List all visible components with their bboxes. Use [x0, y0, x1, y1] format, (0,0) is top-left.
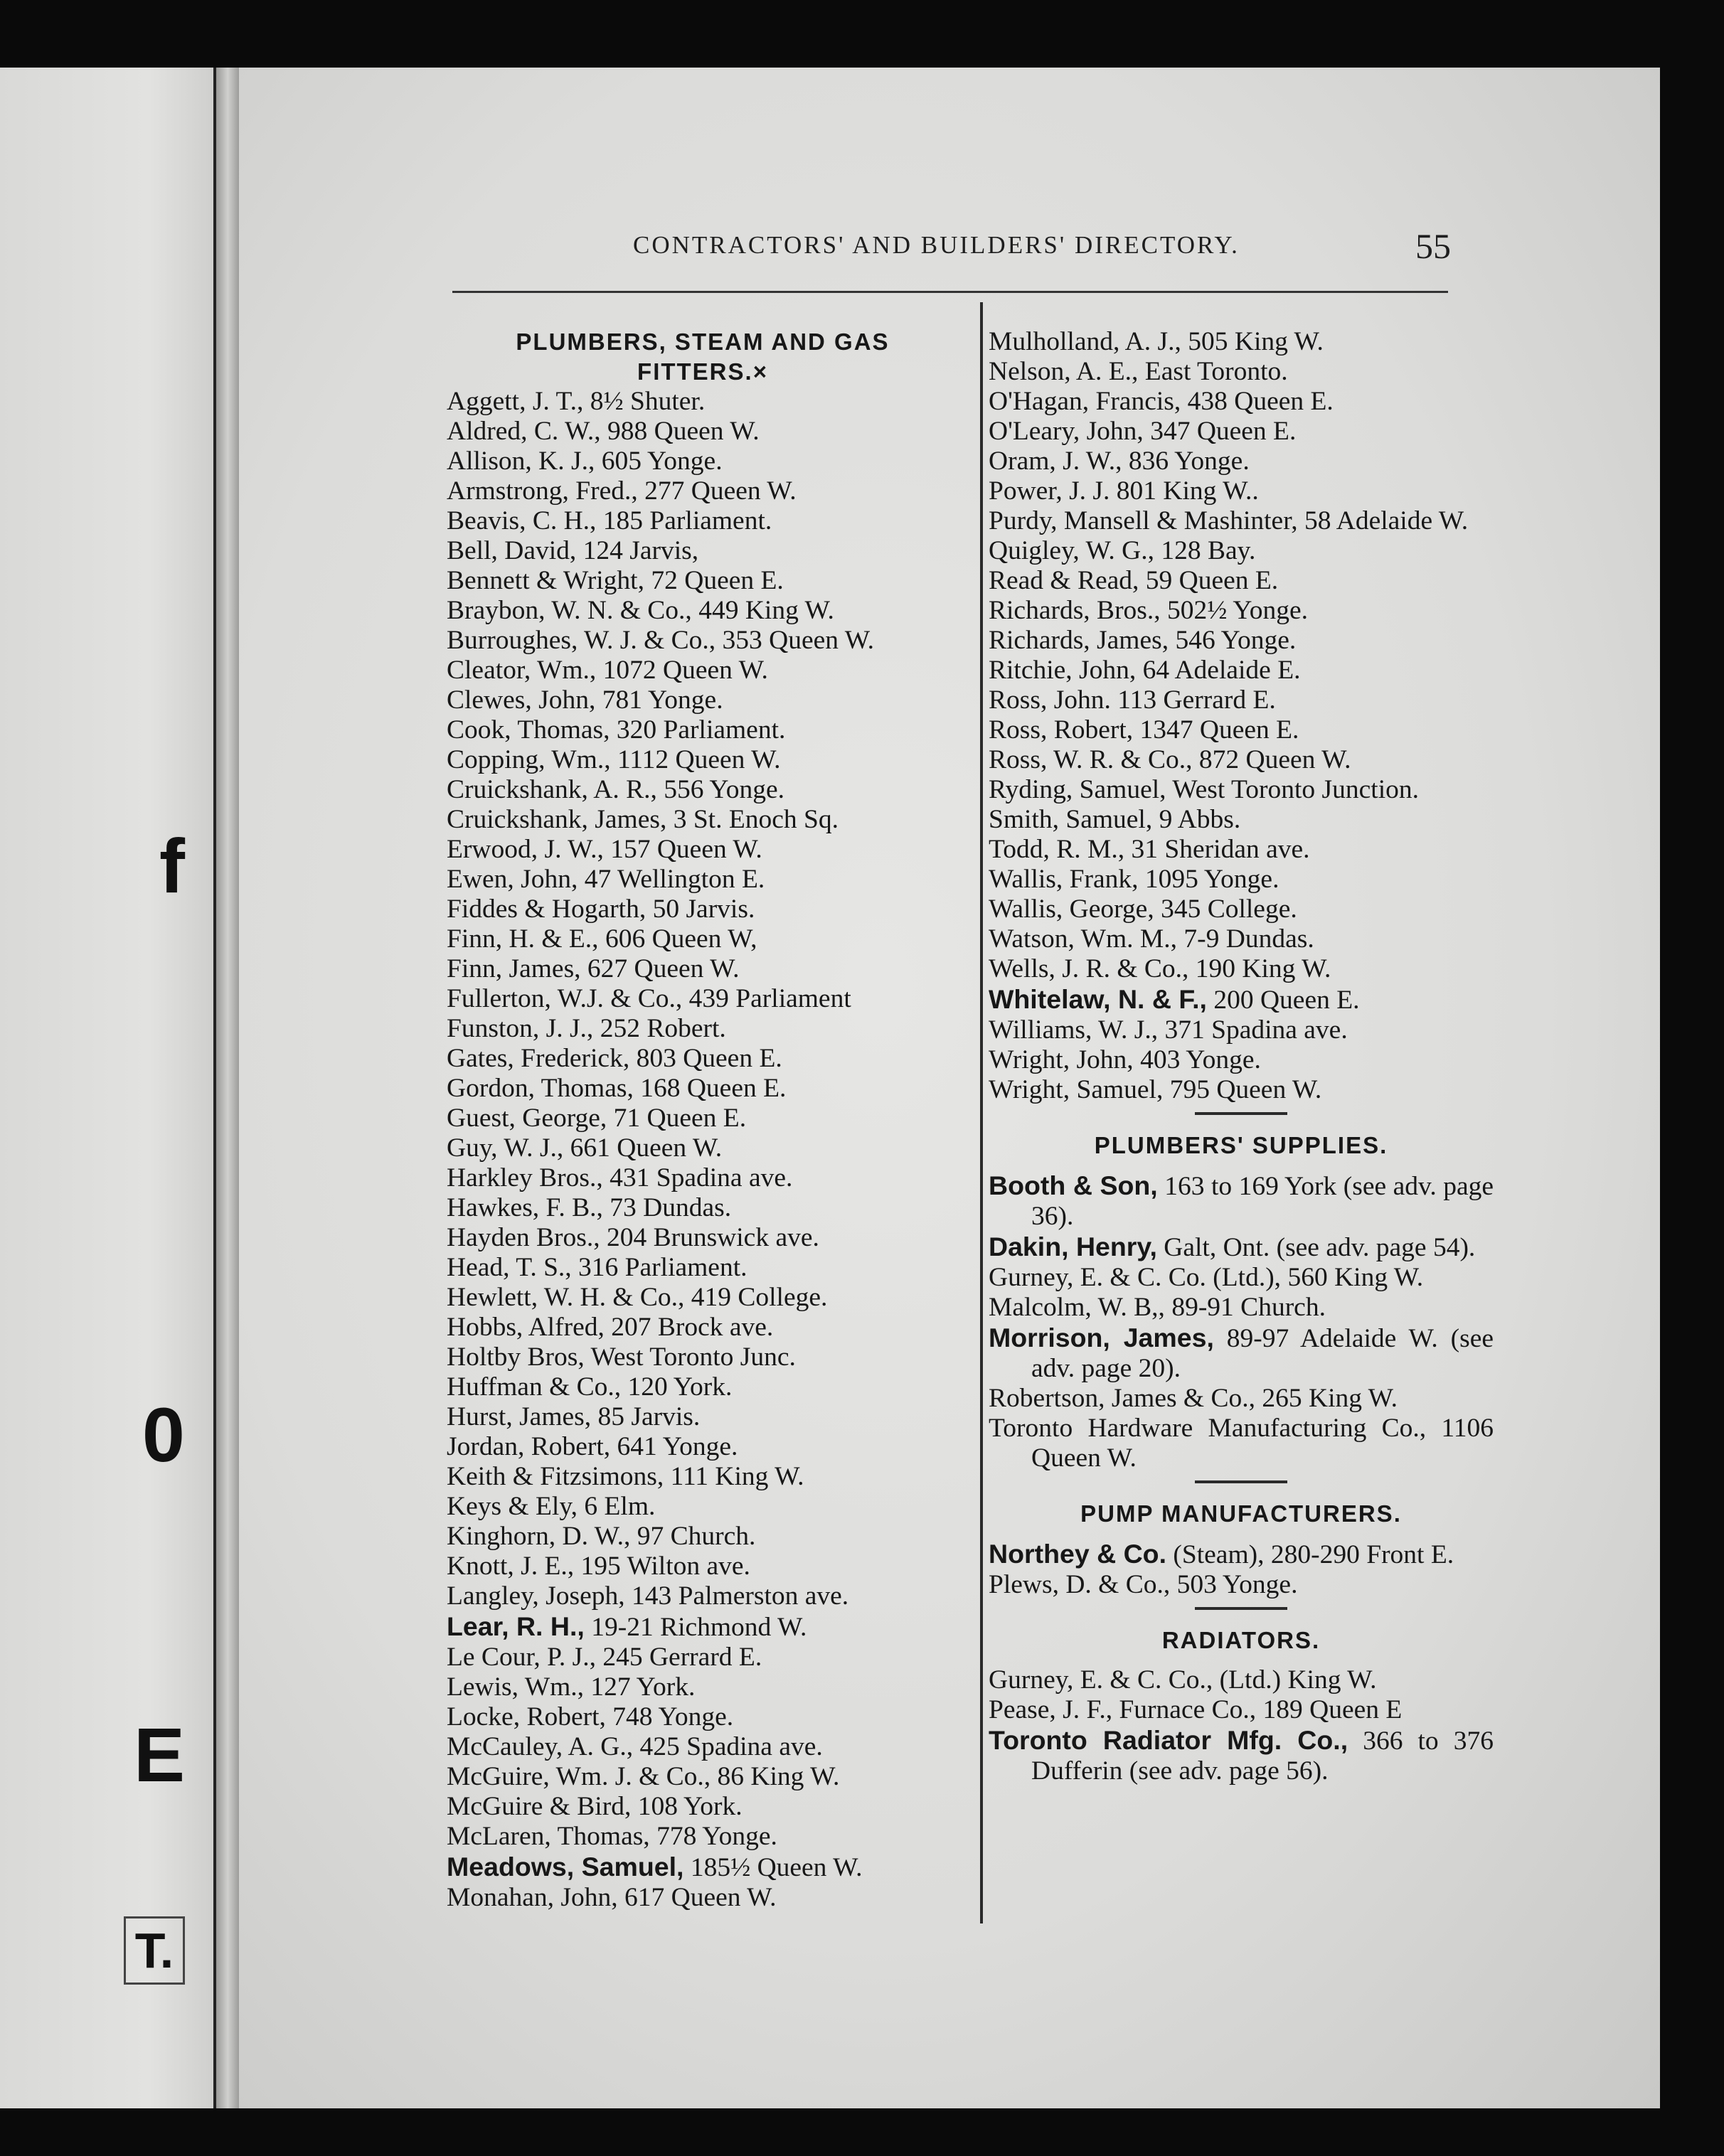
directory-entry — [989, 1570, 1494, 1600]
entry-name: Burroughes, W. J. & Co., — [447, 626, 716, 655]
entry-address: 190 King W. — [1188, 954, 1331, 983]
entry-address: 7-9 Dundas. — [1177, 924, 1314, 954]
entry-name: Finn, James, — [447, 954, 581, 983]
facing-page-boxed-text: T. — [124, 1916, 185, 1985]
directory-entry — [447, 835, 959, 865]
entry-name: Lear, R. H., — [447, 1611, 585, 1641]
entry-name: Bennett & Wright, — [447, 566, 644, 595]
entry-name: Langley, Joseph, — [447, 1581, 625, 1611]
entry-address: 50 Jarvis. — [646, 895, 755, 924]
directory-entry — [447, 387, 959, 417]
entry-name: Ewen, John, — [447, 865, 578, 894]
page-header — [398, 226, 1451, 274]
directory-entry — [447, 805, 959, 835]
entry-address: King W. — [1281, 1665, 1377, 1695]
directory-entry — [989, 805, 1494, 835]
entry-address: 128 Bay. — [1154, 536, 1256, 565]
entry-name: Hewlett, W. H. & Co., — [447, 1283, 685, 1312]
entry-name: Clewes, John, — [447, 685, 596, 715]
directory-entry — [989, 536, 1494, 566]
directory-entry — [447, 1822, 959, 1852]
entry-name: Morrison, James, — [989, 1323, 1214, 1352]
section-rule — [1195, 1607, 1287, 1610]
directory-entry — [447, 1372, 959, 1402]
entry-address: 31 Sheridan ave. — [1124, 835, 1310, 864]
entry-name: Gordon, Thomas, — [447, 1074, 634, 1103]
directory-entry — [989, 506, 1494, 536]
entry-address: 606 Queen W, — [598, 924, 757, 954]
entry-address: 195 Wilton ave. — [574, 1552, 750, 1581]
entry-address: (Steam), 280-290 Front E. — [1166, 1540, 1454, 1569]
entry-name: Whitelaw, N. & F., — [989, 984, 1207, 1014]
entry-address: 502½ Yonge. — [1160, 596, 1308, 625]
entry-address: 316 Parliament. — [571, 1253, 747, 1282]
entry-address: 425 Spadina ave. — [633, 1732, 823, 1761]
directory-entry — [447, 1074, 959, 1104]
directory-entry — [989, 1170, 1494, 1232]
entry-address: 556 Yonge. — [656, 775, 785, 804]
entry-name: Ross, W. R. & Co., — [989, 745, 1193, 774]
directory-entry — [447, 775, 959, 805]
directory-entry — [447, 1643, 959, 1672]
directory-entry — [447, 745, 959, 775]
supplies-list — [989, 1170, 1494, 1473]
directory-entry — [989, 357, 1494, 387]
pump-list — [989, 1539, 1494, 1600]
entry-address: 204 Brunswick ave. — [600, 1223, 819, 1252]
directory-entry — [447, 1104, 959, 1133]
entry-name: McCauley, A. G., — [447, 1732, 634, 1761]
entry-name: Guest, George, — [447, 1104, 607, 1133]
directory-entry — [989, 447, 1494, 476]
entry-address: 8½ Shuter. — [583, 387, 706, 416]
entry-name: Armstrong, Fred., — [447, 476, 638, 506]
entry-name: Ross, John. — [989, 685, 1111, 715]
facing-page-fragment: 0 — [142, 1392, 185, 1478]
entry-address: 505 King W. — [1181, 327, 1324, 356]
entry-address: 59 Queen E. — [1139, 566, 1279, 595]
entry-name: Erwood, J. W., — [447, 835, 604, 864]
directory-entry — [447, 536, 959, 566]
entry-name: Gurney, E. & C. Co., (Ltd.) — [989, 1665, 1282, 1695]
section-heading-pump: PUMP MANUFACTURERS. — [1080, 1500, 1402, 1527]
section-heading-radiators: RADIATORS. — [1161, 1627, 1321, 1653]
entry-name: Nelson, A. E., — [989, 357, 1139, 386]
entry-name: O'Leary, John, — [989, 417, 1144, 446]
entry-address: 71 Queen E. — [607, 1104, 747, 1133]
entry-name: Gurney, E. & C. Co. (Ltd.), — [989, 1263, 1282, 1292]
entry-address: 252 Robert. — [593, 1014, 726, 1043]
directory-entry — [989, 984, 1494, 1015]
directory-entry — [989, 417, 1494, 447]
entry-name: Finn, H. & E., — [447, 924, 599, 954]
directory-entry — [989, 327, 1494, 357]
entry-name: Williams, W. J., — [989, 1015, 1159, 1045]
entry-name: Cruickshank, A. R., — [447, 775, 657, 804]
entry-address: 988 Queen W. — [600, 417, 760, 446]
entry-name: Funston, J. J., — [447, 1014, 594, 1043]
directory-entry — [989, 1015, 1494, 1045]
directory-entry — [989, 1665, 1494, 1695]
entry-name: McGuire, Wm. J. & Co., — [447, 1762, 711, 1791]
entry-address: 185 Parliament. — [596, 506, 772, 535]
directory-entry — [989, 924, 1494, 954]
directory-entry — [447, 1253, 959, 1283]
entry-address: West Toronto Junc. — [584, 1343, 796, 1372]
entry-address: 64 Adelaide E. — [1136, 656, 1301, 685]
directory-entry — [989, 596, 1494, 626]
entry-name: Toronto Radiator Mfg. Co., — [989, 1725, 1348, 1755]
entry-address: 3 St. Enoch Sq. — [666, 805, 839, 834]
directory-entry — [447, 1611, 959, 1643]
entry-address: 403 Yonge. — [1133, 1045, 1261, 1074]
entry-address: 345 College. — [1154, 895, 1297, 924]
book-gutter — [213, 68, 242, 2108]
entry-address: 143 Palmerston ave. — [624, 1581, 849, 1611]
entry-name: McLaren, Thomas, — [447, 1822, 650, 1851]
directory-entry — [989, 1045, 1494, 1075]
entry-name: Wright, John, — [989, 1045, 1134, 1074]
entry-address: 617 Queen W. — [617, 1883, 777, 1912]
entry-name: Jordan, Robert, — [447, 1432, 611, 1461]
entry-address: 748 Yonge. — [605, 1702, 734, 1731]
entry-name: Watson, Wm. M., — [989, 924, 1178, 954]
directory-entry — [989, 895, 1494, 924]
directory-entry — [447, 506, 959, 536]
entry-name: Wright, Samuel, — [989, 1075, 1164, 1104]
directory-entry — [447, 1732, 959, 1762]
entry-name: Hayden Bros., — [447, 1223, 600, 1252]
directory-entry — [989, 835, 1494, 865]
entry-name: Guy, W. J., — [447, 1133, 564, 1163]
entry-name: Meadows, Samuel, — [447, 1852, 684, 1882]
directory-entry — [989, 954, 1494, 984]
entry-name: McGuire & Bird, — [447, 1792, 632, 1821]
entry-address: 1095 Yonge. — [1138, 865, 1279, 894]
directory-entry — [447, 626, 959, 656]
entry-address: 189 Queen E — [1256, 1695, 1403, 1724]
directory-entry — [447, 1223, 959, 1253]
directory-entry — [447, 1044, 959, 1074]
entry-address: 546 Yonge. — [1169, 626, 1297, 655]
directory-entry — [447, 954, 959, 984]
entry-address: 113 Gerrard E. — [1110, 685, 1276, 715]
entry-address: 207 Brock ave. — [604, 1313, 774, 1342]
directory-entry — [447, 895, 959, 924]
entry-name: Dakin, Henry, — [989, 1232, 1157, 1261]
directory-entry — [447, 566, 959, 596]
directory-entry — [447, 1672, 959, 1702]
entry-name: Huffman & Co., — [447, 1372, 622, 1402]
entry-address: 353 Queen W. — [715, 626, 875, 655]
entry-name: Plews, D. & Co., — [989, 1570, 1171, 1599]
left-column — [447, 327, 959, 1913]
entry-address: 265 King W. — [1255, 1384, 1398, 1413]
entry-address: 781 Yonge. — [595, 685, 723, 715]
entry-address: 803 Queen E. — [629, 1044, 782, 1073]
entry-address: 127 York. — [584, 1672, 696, 1702]
entry-name: Knott, J. E., — [447, 1552, 575, 1581]
section-heading-supplies: PLUMBERS' SUPPLIES. — [1094, 1132, 1388, 1158]
entry-address: 277 Queen W. — [637, 476, 797, 506]
entry-address: 560 King W. — [1281, 1263, 1424, 1292]
entry-name: Kinghorn, D. W., — [447, 1522, 631, 1551]
directory-entry — [989, 1293, 1494, 1323]
entry-name: Pease, J. F., Furnace Co., — [989, 1695, 1257, 1724]
section-heading-plumbers: PLUMBERS, STEAM AND GAS FITTERS.× — [516, 329, 890, 385]
entry-name: Braybon, W. N. & Co., — [447, 596, 692, 625]
directory-entry — [447, 1343, 959, 1372]
entry-address: 872 Queen W. — [1192, 745, 1351, 774]
entry-address: 108 York. — [631, 1792, 743, 1821]
entry-address: 438 Queen E. — [1181, 387, 1334, 416]
right-column — [989, 327, 1494, 1786]
entry-address: 503 Yonge. — [1170, 1570, 1298, 1599]
facing-page-fragment: E — [133, 1712, 185, 1798]
entry-address: 1112 Queen W. — [610, 745, 781, 774]
entry-name: Cook, Thomas, — [447, 715, 610, 745]
entry-address: 778 Yonge. — [649, 1822, 777, 1851]
entry-address: 58 Adelaide W. — [1297, 506, 1469, 535]
entry-address: 605 Yonge. — [595, 447, 723, 476]
entry-name: Locke, Robert, — [447, 1702, 606, 1731]
entry-address: 168 Queen E. — [633, 1074, 787, 1103]
plumbers-list-continued — [989, 327, 1494, 1105]
directory-entry — [989, 865, 1494, 895]
entry-address: 347 Queen E. — [1143, 417, 1297, 446]
directory-entry — [447, 1581, 959, 1611]
entry-address: 124 Jarvis, — [576, 536, 699, 565]
directory-entry — [447, 1163, 959, 1193]
directory-entry — [447, 1313, 959, 1343]
directory-entry — [447, 1762, 959, 1792]
directory-entry — [989, 656, 1494, 685]
directory-entry — [989, 476, 1494, 506]
entry-address: 641 Yonge. — [610, 1432, 738, 1461]
entry-name: Le Cour, P. J., — [447, 1643, 596, 1672]
directory-entry — [447, 685, 959, 715]
directory-entry — [447, 1462, 959, 1492]
directory-entry — [989, 387, 1494, 417]
directory-entry — [447, 1432, 959, 1462]
directory-entry — [447, 1522, 959, 1552]
entry-address: 85 Jarvis. — [591, 1402, 701, 1431]
entry-address: West Toronto Junction. — [1166, 775, 1420, 804]
entry-name: Malcolm, W. B,, — [989, 1293, 1165, 1322]
entry-name: Ross, Robert, — [989, 715, 1134, 745]
entry-address: 1347 Queen E. — [1133, 715, 1299, 745]
entry-name: Cruickshank, James, — [447, 805, 667, 834]
entry-name: Cleator, Wm., — [447, 656, 597, 685]
entry-name: Power, J. J. — [989, 476, 1110, 506]
entry-name: Mulholland, A. J., — [989, 327, 1181, 356]
entry-name: Bell, David, — [447, 536, 577, 565]
entry-name: Todd, R. M., — [989, 835, 1125, 864]
entry-address: 661 Queen W. — [563, 1133, 723, 1163]
entry-name: Ritchie, John, — [989, 656, 1137, 685]
entry-address: 371 Spadina ave. — [1158, 1015, 1348, 1045]
entry-address: 320 Parliament. — [610, 715, 786, 745]
entry-name: Quigley, W. G., — [989, 536, 1154, 565]
directory-entry — [447, 984, 959, 1014]
entry-address: 419 College. — [684, 1283, 828, 1312]
directory-entry — [989, 1323, 1494, 1384]
plumbers-list — [447, 387, 959, 1913]
entry-address: 6 Elm. — [578, 1492, 656, 1521]
entry-address: 801 King W.. — [1110, 476, 1259, 506]
directory-entry — [447, 715, 959, 745]
directory-entry — [447, 1792, 959, 1822]
entry-name: Toronto Hardware Manufacturing Co., — [989, 1414, 1427, 1443]
entry-address: 627 Queen W. — [580, 954, 740, 983]
entry-name: Aldred, C. W., — [447, 417, 601, 446]
directory-entry — [989, 1725, 1494, 1786]
entry-name: Northey & Co. — [989, 1539, 1167, 1569]
directory-entry — [989, 1695, 1494, 1725]
entry-name: Ryding, Samuel, — [989, 775, 1166, 804]
directory-entry — [447, 1702, 959, 1732]
directory-entry — [447, 476, 959, 506]
entry-address: 200 Queen E. — [1206, 986, 1360, 1015]
entry-name: Fullerton, W.J. & Co., — [447, 984, 683, 1013]
entry-name: Read & Read, — [989, 566, 1139, 595]
directory-entry — [447, 1852, 959, 1883]
entry-name: Smith, Samuel, — [989, 805, 1153, 834]
column-divider — [980, 302, 983, 1923]
entry-address: 439 Parliament — [682, 984, 851, 1013]
directory-entry — [989, 715, 1494, 745]
entry-name: Fiddes & Hogarth, — [447, 895, 646, 924]
directory-entry — [447, 1552, 959, 1581]
entry-address: 89-91 Church. — [1164, 1293, 1326, 1322]
directory-entry — [447, 865, 959, 895]
directory-entry — [989, 1232, 1494, 1263]
entry-name: Gates, Frederick, — [447, 1044, 630, 1073]
entry-name: Oram, J. W., — [989, 447, 1122, 476]
directory-entry — [989, 1263, 1494, 1293]
header-rule — [452, 291, 1448, 293]
entry-address: Galt, Ont. (see adv. page 54). — [1156, 1233, 1476, 1262]
entry-address: 72 Queen E. — [644, 566, 784, 595]
entry-name: Aggett, J. T., — [447, 387, 584, 416]
entry-name: Harkley Bros., — [447, 1163, 603, 1192]
entry-address: 366 to 376 Dufferin (see adv. page 56). — [1031, 1727, 1494, 1786]
entry-address: 73 Dundas. — [602, 1193, 732, 1222]
entry-name: Beavis, C. H., — [447, 506, 597, 535]
directory-entry — [989, 1075, 1494, 1105]
facing-page-fragment: f — [159, 823, 185, 909]
entry-name: Copping, Wm., — [447, 745, 611, 774]
directory-entry — [447, 596, 959, 626]
entry-address: 795 Queen W. — [1163, 1075, 1322, 1104]
radiators-list — [989, 1665, 1494, 1786]
directory-entry — [989, 1414, 1494, 1473]
directory-entry — [989, 775, 1494, 805]
entry-name: Allison, K. J., — [447, 447, 595, 476]
entry-name: O'Hagan, Francis, — [989, 387, 1181, 416]
entry-address: 449 King W. — [691, 596, 834, 625]
entry-address: 97 Church. — [630, 1522, 756, 1551]
section-rule — [1195, 1480, 1287, 1483]
running-head: CONTRACTORS' AND BUILDERS' DIRECTORY. — [633, 231, 1240, 259]
directory-entry — [447, 447, 959, 476]
entry-name: Hawkes, F. B., — [447, 1193, 603, 1222]
entry-name: Lewis, Wm., — [447, 1672, 585, 1702]
entry-address: 89-97 Adelaide W. (see adv. page 20). — [1031, 1324, 1494, 1383]
directory-entry — [447, 1402, 959, 1432]
entry-name: Hurst, James, — [447, 1402, 592, 1431]
directory-entry — [989, 626, 1494, 656]
entry-name: Holtby Bros, — [447, 1343, 585, 1372]
entry-address: 120 York. — [621, 1372, 733, 1402]
entry-address: 157 Queen W. — [603, 835, 762, 864]
entry-name: Keith & Fitzsimons, — [447, 1462, 664, 1491]
directory-entry — [447, 1014, 959, 1044]
entry-name: Head, T. S., — [447, 1253, 572, 1282]
entry-address: 431 Spadina ave. — [602, 1163, 793, 1192]
entry-address: 1106 Queen W. — [1031, 1414, 1494, 1473]
facing-page-edge — [0, 68, 213, 2108]
entry-address: East Toronto. — [1138, 357, 1288, 386]
entry-address: 86 King W. — [711, 1762, 840, 1791]
entry-address: 9 Abbs. — [1152, 805, 1241, 834]
directory-entry — [447, 1193, 959, 1223]
directory-entry — [447, 656, 959, 685]
section-rule — [1195, 1112, 1287, 1115]
directory-entry — [447, 1492, 959, 1522]
directory-entry — [989, 745, 1494, 775]
entry-name: Hobbs, Alfred, — [447, 1313, 605, 1342]
directory-entry — [447, 1883, 959, 1913]
directory-entry — [447, 924, 959, 954]
entry-name: Wallis, George, — [989, 895, 1154, 924]
entry-address: 111 King W. — [664, 1462, 804, 1491]
entry-name: Wallis, Frank, — [989, 865, 1139, 894]
entry-address: 163 to 169 York (see adv. page 36). — [1031, 1172, 1494, 1231]
entry-name: Richards, James, — [989, 626, 1169, 655]
entry-address: 245 Gerrard E. — [595, 1643, 762, 1672]
directory-entry — [989, 566, 1494, 596]
entry-name: Wells, J. R. & Co., — [989, 954, 1189, 983]
directory-entry — [447, 417, 959, 447]
entry-address: 47 Wellington E. — [578, 865, 765, 894]
directory-entry — [447, 1283, 959, 1313]
entry-address: 836 Yonge. — [1122, 447, 1250, 476]
entry-name: Purdy, Mansell & Mashinter, — [989, 506, 1298, 535]
entry-address: 1072 Queen W. — [596, 656, 768, 685]
entry-name: Booth & Son, — [989, 1170, 1158, 1200]
entry-address: 19-21 Richmond W. — [584, 1613, 807, 1642]
directory-entry — [989, 1539, 1494, 1570]
entry-name: Robertson, James & Co., — [989, 1384, 1255, 1413]
page-number: 55 — [1415, 226, 1451, 266]
directory-entry — [989, 1384, 1494, 1414]
entry-name: Monahan, John, — [447, 1883, 618, 1912]
entry-address: 185½ Queen W. — [683, 1853, 863, 1882]
directory-entry — [447, 1133, 959, 1163]
directory-entry — [989, 685, 1494, 715]
entry-name: Keys & Ely, — [447, 1492, 578, 1521]
entry-name: Richards, Bros., — [989, 596, 1161, 625]
